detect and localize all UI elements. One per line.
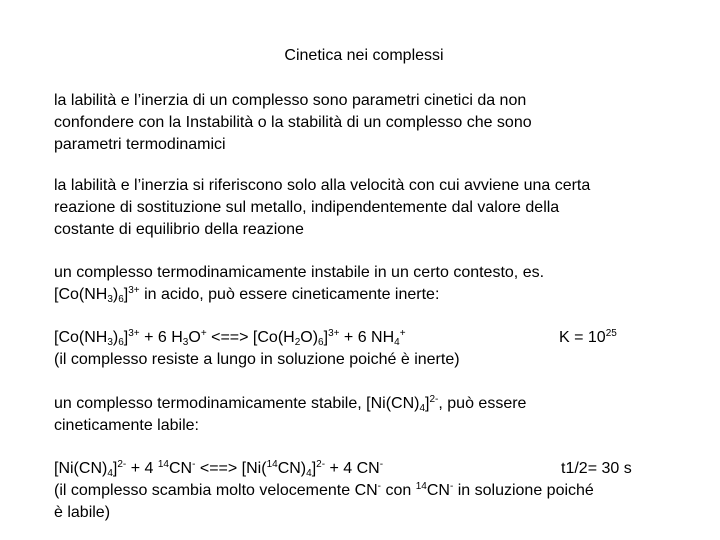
equation-note: (il complesso scambia molto velocemente CN- con $^{14}$CN- in soluzione poiché [54, 481, 594, 499]
text-line: confondere con la Instabilità o la stabilità di un complesso che sono [54, 114, 532, 131]
paragraph-lability-kinetics [54, 175, 674, 241]
half-life: t1/2= 30 s [561, 460, 632, 477]
reaction-equation: $[Ni(CN)_4]^{2-} + 4$ $^{14}$CN- <==> $[Ni(^{14}CN)_4]^{2-} + 4$ CN- [54, 459, 384, 479]
reaction-equation: $[Co(NH_3)_6]^{3+} + 6$ $H_3O^+$ <==> $[Co(H_2O)_6]^{3+} + 6$ $NH_4^+$ [54, 328, 406, 348]
text-line: reazione di sostituzione sul metallo, indipendentemente dal valore della [54, 199, 560, 216]
text-line: costante di equilibrio della reazione [54, 221, 304, 238]
equation-nickel [54, 458, 674, 524]
text-line: parametri termodinamici [54, 136, 226, 153]
text-line: cineticamente labile: [54, 417, 199, 434]
text-line: la labilità e l’inerzia si riferiscono solo alla velocità con cui avviene una certa [54, 177, 591, 194]
equilibrium-constant: $K = 10^{25}$ [559, 328, 617, 346]
equation-cobalt [54, 327, 694, 371]
equation-note: (il complesso resiste a lungo in soluzione poiché è inerte) [54, 351, 460, 368]
text-line: la labilità e l’inerzia di un complesso sono parametri cinetici da non [54, 92, 527, 109]
equation-note-continued: è labile) [54, 504, 111, 521]
paragraph-inert-example [54, 262, 674, 306]
paragraph-labile-example [54, 393, 674, 437]
formula-line: un complesso termodinamicamente stabile, $[Ni(CN)_4]^{2-}$, può essere [54, 394, 527, 414]
slide-title: Cinetica nei complessi [284, 47, 444, 64]
text-line: un complesso termodinamicamente instabile in un certo contesto, es. [54, 264, 545, 281]
formula-line: $[Co(NH_3)_6]^{3+}$ in acido, può essere cineticamente inerte: [54, 285, 440, 305]
paragraph-lability-definition [54, 90, 674, 156]
